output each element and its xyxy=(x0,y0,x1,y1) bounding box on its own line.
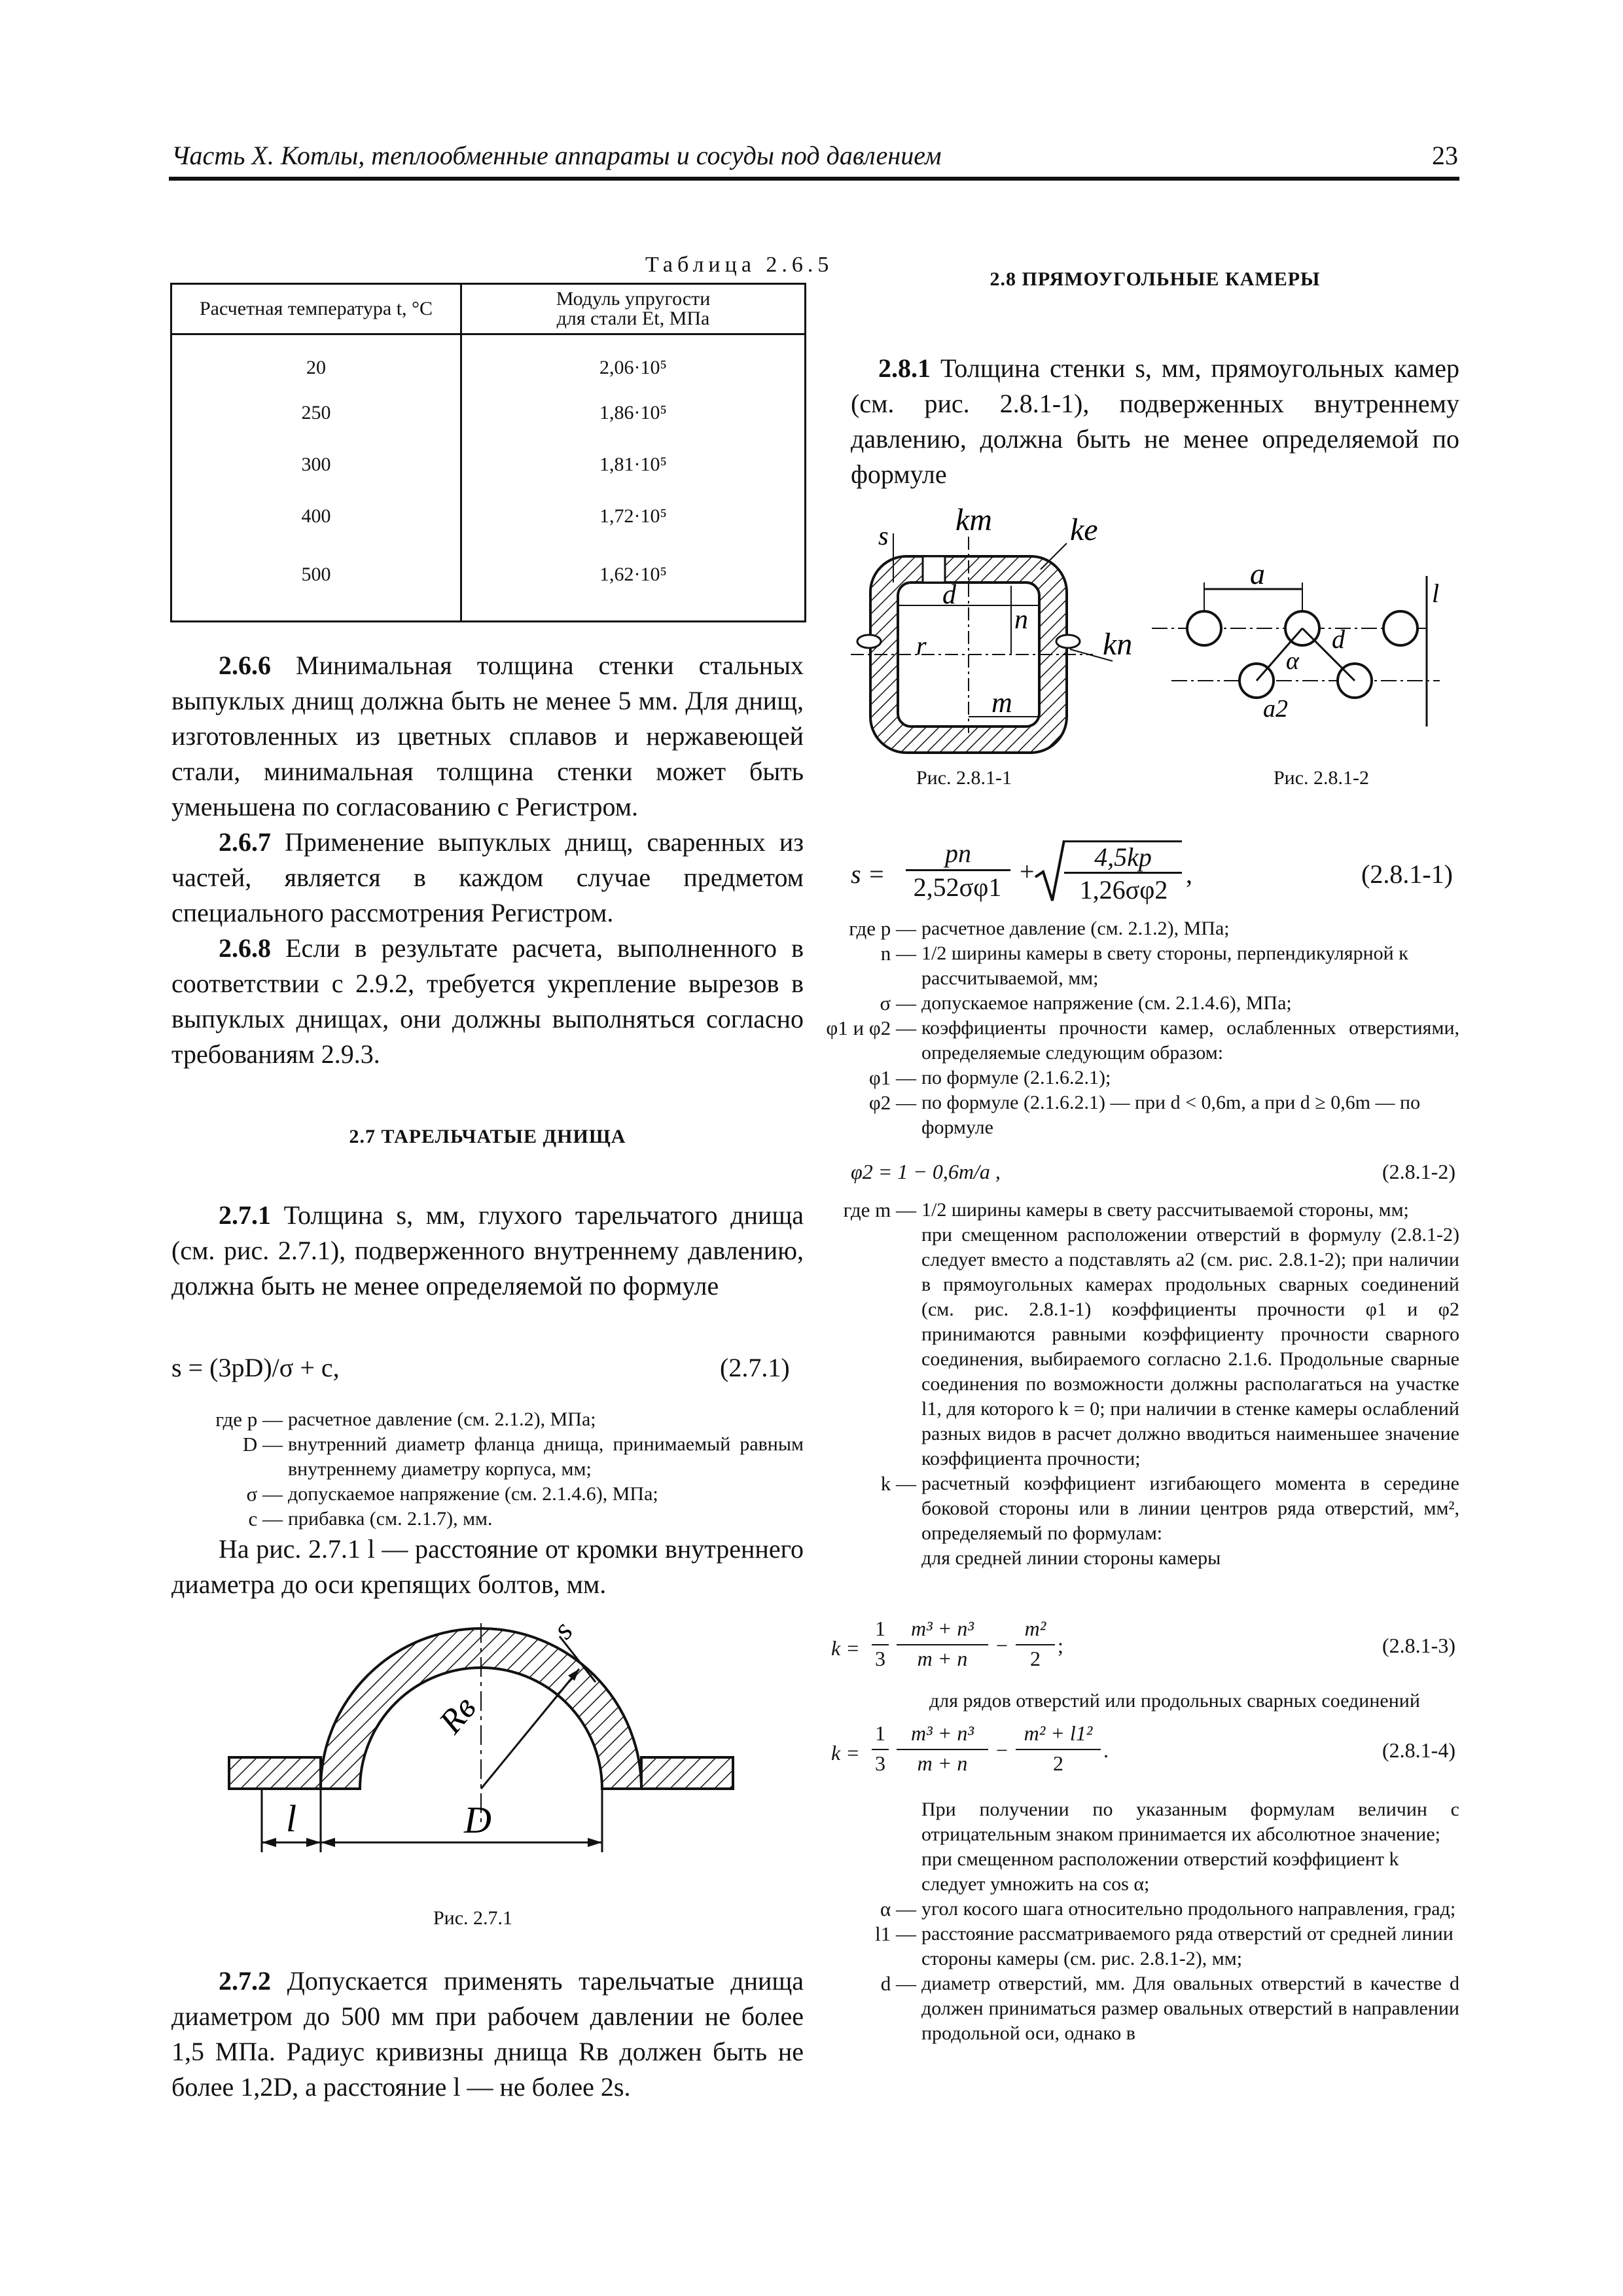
legend-row: где m — 1/2 ширины камеры в свету рассчитываемой стороны, мм; xyxy=(843,1198,1409,1221)
legend-row: c — прибавка (см. 2.1.7), мм. xyxy=(248,1507,493,1530)
table-cell: 1,86·10⁵ xyxy=(461,387,806,439)
weld-right xyxy=(1056,635,1080,648)
paragraph-2-7-2 xyxy=(171,1964,804,2105)
legend-row: при смещенном расположении отверстий коэффициент k следует умножить на cos α; xyxy=(921,1848,1399,1895)
table-cell: 300 xyxy=(171,439,461,490)
radius-line xyxy=(481,1669,579,1789)
para-number: 2.7.2 xyxy=(219,1966,271,1996)
fig-label-kn: kn xyxy=(1103,627,1132,662)
formula-number: (2.8.1-3) xyxy=(1382,1634,1455,1657)
table-cell: 1,81·10⁵ xyxy=(461,439,806,490)
formula-number: (2.7.1) xyxy=(720,1353,790,1382)
legend-2-8-1-1 xyxy=(812,916,1459,1140)
paragraph-2-6-6 xyxy=(171,648,804,825)
fig-label-r: r xyxy=(916,631,927,660)
formula-number: (2.8.1-4) xyxy=(1382,1738,1455,1762)
legend-row: σ — допускаемое напряжение (см. 2.1.4.6), МПа; xyxy=(246,1482,658,1505)
legend-2-7-1 xyxy=(171,1407,804,1532)
table-header-modulus-line1: Модуль упругости xyxy=(556,288,711,310)
legend-row: k — расчетный коэффициент изгибающего момента в середине боковой стороны или в линии центров ряда отверстий, мм², определяемый по формулам: xyxy=(880,1472,1459,1544)
arrow xyxy=(262,1838,276,1847)
table-header-temp: Расчетная температура t, °С xyxy=(171,284,461,334)
legend-row: где p — расчетное давление (см. 2.1.2), МПа; xyxy=(215,1408,596,1431)
fig-label-m: m xyxy=(991,687,1012,719)
para-text: Применение выпуклых днищ, сваренных из частей, является в каждом случае предметом специального рассмотрения Регистром. xyxy=(171,827,804,927)
legend-row: для средней линии стороны камеры xyxy=(921,1547,1221,1569)
figure-2-8-1-2 xyxy=(1152,563,1453,733)
flange-left xyxy=(229,1757,321,1789)
paragraph-2-7-1 xyxy=(171,1198,804,1304)
formula-number: (2.8.1-1) xyxy=(1361,859,1453,889)
fig-label-a2: a2 xyxy=(1263,695,1288,723)
arrow xyxy=(306,1838,321,1847)
header-rule xyxy=(169,177,1459,181)
para-number: 2.7.1 xyxy=(219,1200,271,1230)
para-text: Допускается применять тарельчатые днища диаметром до 500 мм при рабочем давлении не более 1,5 МПа. Радиус кривизны днища Rв должен быть не более 1,2D, а расстояние l — не более 2s. xyxy=(171,1966,804,2102)
hole xyxy=(1187,611,1221,645)
table-cell: 1,72·10⁵ xyxy=(461,490,806,542)
table-header-modulus-line2: для стали Et, МПа xyxy=(556,308,710,329)
formula-2-7-1: s = (3pD)/σ + c, xyxy=(171,1353,340,1382)
figure-caption: Рис. 2.7.1 xyxy=(433,1907,513,1929)
legend-row: σ — допускаемое напряжение (см. 2.1.4.6), МПа; xyxy=(880,992,1292,1014)
table-row xyxy=(171,439,806,490)
fig-label-l: l xyxy=(1432,579,1440,608)
legend-row: D — внутренний диаметр фланца днища, принимаемый равным внутреннему диаметру корпуса, мм; xyxy=(242,1433,804,1480)
formula-2-8-1-2: φ2 = 1 − 0,6m/a , xyxy=(851,1160,1001,1183)
legend-row: n — 1/2 ширины камеры в свету стороны, перпендикулярной к рассчитываемой, мм; xyxy=(880,942,1408,989)
legend-row: φ2 — по формуле (2.1.6.2.1) — при d < 0,6m, а при d ≥ 0,6m — по формуле xyxy=(868,1091,1421,1138)
fig-label-R: Rв xyxy=(432,1689,484,1741)
formula-2-8-1-3: k = 1 3 m³ + n³ m + n − m² 2 ; (2.8.1-3) xyxy=(831,1617,1455,1670)
fig-label-a: a xyxy=(1250,563,1265,590)
legend-row: φ1 и φ2 — коэффициенты прочности камер, ослабленных отверстиями, определяемые следующим образом: xyxy=(826,1016,1459,1064)
para-number: 2.6.7 xyxy=(219,827,271,857)
legend-row: l1 — расстояние рассматриваемого ряда отверстий от средней линии стороны камеры (см. рис. 2.8.1-2), мм; xyxy=(875,1922,1454,1969)
para-number: 2.6.8 xyxy=(219,933,271,963)
fig-label-km: km xyxy=(955,503,992,537)
table-cell: 250 xyxy=(171,387,461,439)
hole xyxy=(1383,611,1418,645)
fig-label-l: l xyxy=(285,1797,297,1840)
legend-row: α — угол косого шага относительно продольного направления, град; xyxy=(880,1897,1456,1920)
formula-note: для рядов отверстий или продольных сварных соединений xyxy=(929,1690,1420,1712)
legend-row: d — диаметр отверстий, мм. Для овальных отверстий в качестве d должен приниматься размер овальных отверстий в направлении продольной оси, однако в xyxy=(880,1972,1459,2044)
fig-label-n: n xyxy=(1014,605,1028,635)
legend-row: при смещенном расположении отверстий в формулу (2.8.1-2) следует вместо a подставлять a2 (см. рис. 2.8.1-2); при наличии в прямоугольных камерах продольных сварных соединений (см. рис. 2.8.1-1) коэффициенты прочности φ1 и φ2 принимаются равными коэффициенту прочности сварного соединения, выбираемого согласно 2.1.6. Продольные сварные соединения по возможности должны располагаться на участке l1, для которого k = 0; при наличии в стенке камеры ослаблений разных видов в расчет должно вводиться наименьшее значение коэффициента прочности; xyxy=(921,1224,1459,1469)
hole xyxy=(923,556,945,583)
paragraph-2-7-1-note: На рис. 2.7.1 l — расстояние от кромки внутреннего диаметра до оси крепящих болтов, мм. xyxy=(171,1534,804,1599)
page-number: 23 xyxy=(1432,141,1458,170)
flange-right xyxy=(641,1757,733,1789)
table-header-modulus xyxy=(461,284,806,334)
table-cell: 20 xyxy=(171,334,461,387)
formula-2-8-1-4: k = 1 3 m³ + n³ m + n − m² + l1² 2 . (2.8.1-4) xyxy=(831,1721,1455,1775)
fig-label-s: s xyxy=(878,521,889,550)
para-text: Если в результате расчета, выполненного в соответствии с 2.9.2, требуется укрепление вырезов в выпуклых днищах, они должны выполняться согласно требованиям 2.9.3. xyxy=(171,933,804,1069)
fig-label-D: D xyxy=(464,1799,491,1841)
section-heading-2-8: 2.8 ПРЯМОУГОЛЬНЫЕ КАМЕРЫ xyxy=(990,268,1321,290)
paragraph-2-6-7 xyxy=(171,825,804,931)
para-text: Минимальная толщина стенки стальных выпуклых днищ должна быть не менее 5 мм. Для днищ, изготовленных из цветных сплавов и нержавеющей стали, минимальная толщина стенки может быть уменьшена по согласованию с Регистром. xyxy=(171,651,804,821)
weld-left xyxy=(857,635,881,648)
arrow xyxy=(321,1838,335,1847)
legend-2-8-1-4 xyxy=(812,1797,1459,2046)
table-cell: 500 xyxy=(171,542,461,622)
fig-label-s: s xyxy=(546,1614,579,1645)
section-heading-2-7: 2.7 ТАРЕЛЬЧАТЫЕ ДНИЩА xyxy=(349,1126,626,1147)
table-2-6-5 xyxy=(170,283,806,622)
figure-2-7-1 xyxy=(196,1610,785,1898)
fig-label-ke: ke xyxy=(1070,512,1098,547)
legend-row: где p — расчетное давление (см. 2.1.2), МПа; xyxy=(849,917,1230,940)
table-cell: 2,06·10⁵ xyxy=(461,334,806,387)
paragraph-2-6-8 xyxy=(171,931,804,1072)
fig-label-d: d xyxy=(942,580,956,610)
table-row xyxy=(171,387,806,439)
table-cell: 1,62·10⁵ xyxy=(461,542,806,622)
table-cell: 400 xyxy=(171,490,461,542)
table-caption: Таблица 2.6.5 xyxy=(645,253,834,277)
diag xyxy=(1302,628,1355,681)
para-number: 2.8.1 xyxy=(878,353,931,383)
paragraph-2-8-1 xyxy=(851,351,1459,492)
table-row xyxy=(171,490,806,542)
table-row xyxy=(171,542,806,622)
arrow xyxy=(588,1838,602,1847)
legend-2-8-1-2 xyxy=(812,1198,1459,1571)
figure-caption: Рис. 2.8.1-1 xyxy=(916,767,1012,789)
legend-row: При получении по указанным формулам величин с отрицательным знаком принимается их абсолютное значение; xyxy=(921,1799,1459,1845)
formula-number: (2.8.1-2) xyxy=(1382,1160,1455,1183)
figure-2-8-1-1 xyxy=(844,497,1132,772)
table-row xyxy=(171,334,806,387)
fig-label-alpha: α xyxy=(1286,647,1299,675)
figure-caption: Рис. 2.8.1-2 xyxy=(1274,767,1370,789)
para-text: Толщина s, мм, глухого тарельчатого днища (см. рис. 2.7.1), подверженного внутреннему давлению, должна быть не менее определяемой по формуле xyxy=(171,1200,804,1300)
fig-label-d: d xyxy=(1332,624,1345,654)
legend-row: φ1 — по формуле (2.1.6.2.1); xyxy=(868,1066,1111,1089)
formula-2-8-1-1: s = pn 2,52σφ1 + 4,5kp 1,26σφ2 , (2.8.1-1) xyxy=(851,838,1453,905)
para-number: 2.6.6 xyxy=(219,651,271,680)
running-header-title: Часть X. Котлы, теплообменные аппараты и сосуды под давлением xyxy=(171,141,942,170)
para-text: Толщина стенки s, мм, прямоугольных камер (см. рис. 2.8.1-1), подверженных внутреннему давлению, должна быть не менее определяемой по формуле xyxy=(851,353,1460,489)
